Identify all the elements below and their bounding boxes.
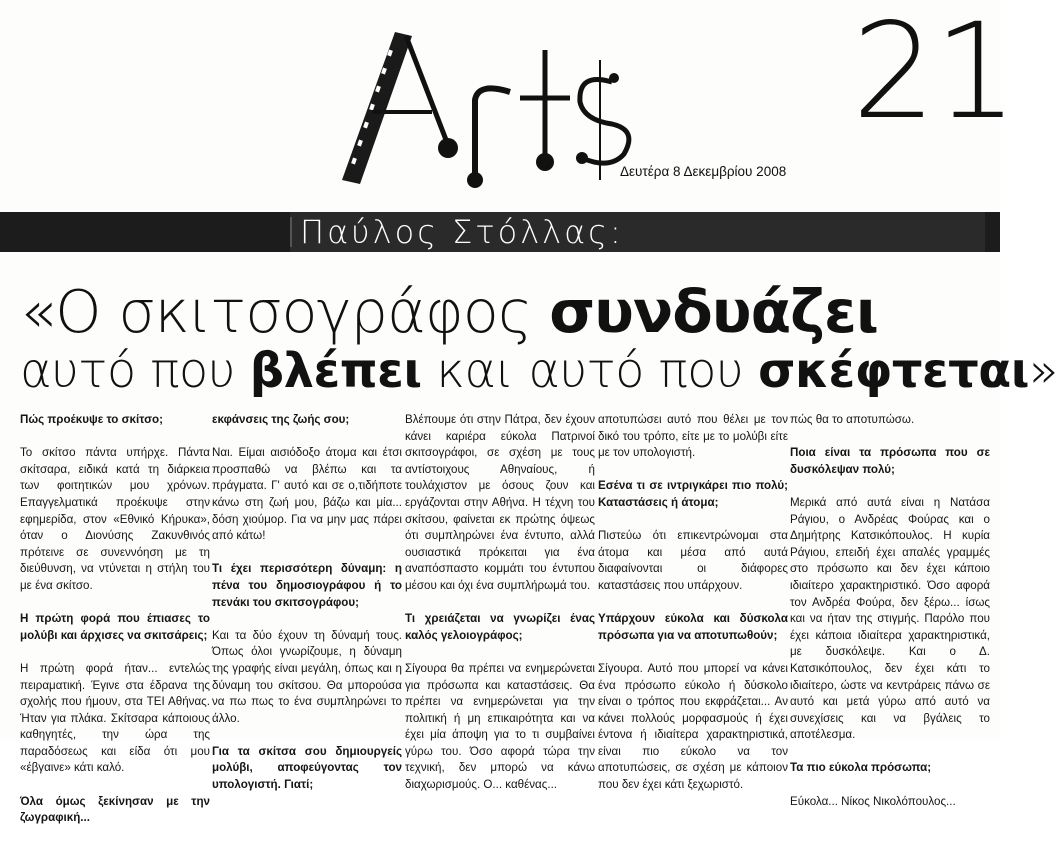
article-column-5 <box>790 412 990 827</box>
interview-answer: Η πρώτη φορά ήταν... εντελώς πειραματική. Έγινε στα έδρανα της σχολής που ήμουν, στα ΤΕΙ Αθήνας. Ήταν για πλάκα. Σκίτσαρα κάποιους καθηγητές, την ώρα της παραδόσεως και είδα ότι μου «έβγαινε» κάτι καλό. <box>20 661 210 775</box>
interview-question: Τα πιο εύκολα πρόσωπα; <box>790 761 932 775</box>
film-strip-a <box>342 32 412 184</box>
interview-question: Υπάρχουν εύκολα και δύσκολα πρόσωπα για να αποτυπωθούν; <box>598 612 788 642</box>
interview-question: Τι έχει περισσότερη δύναμη: η πένα του δημοσιογράφου ή το πενάκι του σκιτσογράφου; <box>212 562 402 609</box>
interview-answer: πώς θα το αποτυπώσω. <box>790 413 915 426</box>
interview-answer: Μερικά από αυτά είναι η Νατάσα Ράγιου, ο Ανδρέας Φούρας και ο Δημήτρης Κατσικόπουλος. Η κυρία Ράγιου, επειδή έχει απαλές γραμμές στο πρόσωπο και δεν έχει κάποιο ιδιαίτερο χαρακτηριστικό. Όσο αφορά τον Ανδρέα Φούρα, δεν ξέρω... ίσως και να ήταν της στιγμής. Παρόλο που έχει κάποια ιδιαίτερα χαρακτηριστικά, με δυσκόλεψε. Και ο Δ. Κατσικόπουλος, δεν έχει κάτι το ιδιαίτερο, ώστε να κεντράρεις πάνω σε αυτό και μετά γύρω από αυτό να συνεχίσεις και να βγάλεις το αποτέλεσμα. <box>790 495 990 742</box>
article-column-4 <box>598 412 788 810</box>
article-column-1 <box>20 412 210 843</box>
headline-line-2: αυτό που βλέπει και αυτό που σκέφτεται» <box>20 343 1058 399</box>
interview-answer: Σίγουρα. Αυτό που μπορεί να κάνει ένα πρόσωπο εύκολο ή δύσκολο είναι ο τρόπος που εκφράζεται... Αν κάνει πολλούς μορφασμούς ή έχει έντονα ή ιδιαίτερα χαρακτηριστικά, είναι πιο εύκολο να τον αποτυπώσεις, σε σχέση με κάποιον που δεν έχει κάτι ξεχωριστό. <box>598 661 788 792</box>
interview-answer: Και τα δύο έχουν τη δύναμή τους. Όπως όλοι γνωρίζουμε, η δύναμη της γραφής είναι μεγάλη, όπως και η δύναμη του σκίτσου. Θα μπορούσα να πω πως το ένα συμπληρώνει το άλλο. <box>212 628 402 725</box>
issue-date: Δευτέρα 8 Δεκεμβρίου 2008 <box>620 164 787 179</box>
interview-answer: Το σκίτσο πάντα υπήρχε. Πάντα σκίτσαρα, ειδικά κατά τη διάρκεια των φοιτητικών μου χρόνων. Επαγγελματικά προέκυψε στην εφημερίδα, στον «Εθνικό Κήρυκα», όταν ο Διονύσης Ζακυνθινός πρότεινε σε συνεννόηση με τη διεύθυνση, να ντύνεται η στήλη του με ένα σκίτσο. <box>20 446 210 592</box>
interview-answer: αποτυπώσει αυτό που θέλει με τον δικό του τρόπο, είτε με το μολύβι είτε με τον υπολογιστή. <box>598 413 788 460</box>
interview-answer: Εύκολα... Νίκος Νικολόπουλος... <box>790 794 956 808</box>
interview-answer: Βλέπουμε ότι στην Πάτρα, δεν έχουν κάνει καριέρα εύκολα Πατρινοί σκιτσογράφοι, σε σχέση με τους αντίστοιχους Αθηναίους, ή τουλάχιστον με όσους ζουν και εργάζονται στην Αθήνα. Η τέχνη του σκίτσου, φαίνεται εκ πρώτης όψεως ότι συμπληρώνει ένα έντυπο, αλλά ουσιαστικά πρόκειται για ένα αναπόσπαστο κομμάτι του έντυπου μέσου και όχι ένα συμπλήρωμά του. <box>405 413 595 592</box>
interview-question: Για τα σκίτσα σου δημιουργείς μολύβι, αποφεύγοντας τον υπολογιστή. Γιατί; <box>212 744 402 792</box>
interview-answer: Ναι. Είμαι αισιόδοξο άτομα και έτσι προσπαθώ να βλέπω και τα πράγματα. Γ' αυτό και σε ο,τιδήποτε κάνω στη ζωή μου, βάζω και μία... δόση χιούμορ. Για να μην μας πάρει από κάτω! <box>212 446 402 543</box>
name-band <box>0 212 1000 252</box>
interviewee-name: Παύλος Στόλλας: <box>300 213 624 251</box>
interview-question: Η πρώτη φορά που έπιασες το μολύβι και άρχισες να σκιτσάρεις; <box>20 612 210 642</box>
page-number: 21 <box>852 0 1016 149</box>
interview-answer: Πιστεύω ότι επικεντρώνομαι στα άτομα και μέσα από αυτά διαφαίνονται οι διάφορες καταστάσεις που υπάρχουν. <box>598 529 788 592</box>
headline-line-1: «Ο σκιτσογράφος συνδυάζει <box>20 277 878 346</box>
interview-question: εκφάνσεις της ζωής σου; <box>212 413 350 426</box>
article-column-2 <box>212 412 402 810</box>
interview-question: Πώς προέκυψε το σκίτσο; <box>20 413 163 426</box>
interview-question: Τι χρειάζεται να γνωρίζει ένας καλός γελοιογράφος; <box>405 612 595 642</box>
interview-question: Όλα όμως ξεκίνησαν με την ζωγραφική... <box>20 794 210 825</box>
interview-answer: Σίγουρα θα πρέπει να ενημερώνεται για πρόσωπα και καταστάσεις. Θα πρέπει να ενημερώνεται για την πολιτική ή μη επικαιρότητα και να έχει μία άποψη για το τι συμβαίνει γύρω του. Όσο αφορά τώρα την τεχνική, δεν μπορώ να κάνω διαχωρισμούς. Ο... καθένας... <box>405 661 595 792</box>
interview-question: Εσένα τι σε ιντριγκάρει πιο πολύ; Καταστάσεις ή άτομα; <box>598 479 788 509</box>
interview-question: Ποια είναι τα πρόσωπα που σε δυσκόλεψαν πολύ; <box>790 446 990 476</box>
article-column-3 <box>405 412 595 810</box>
